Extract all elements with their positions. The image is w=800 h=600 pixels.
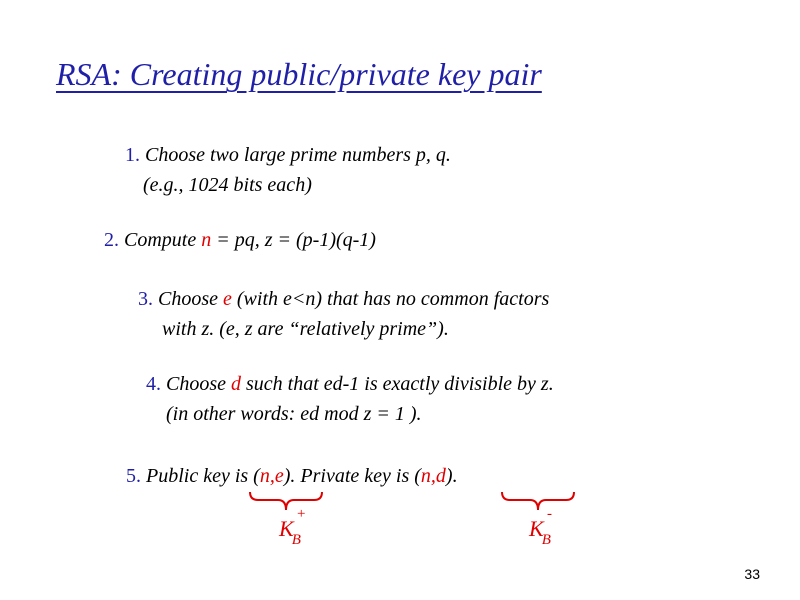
private-key-value: n,d <box>420 465 446 487</box>
step-text-post: (with e<n) that has no common factors <box>231 288 550 310</box>
step-text-pre: Choose <box>166 373 231 395</box>
step-number: 1. <box>125 144 140 166</box>
step-continuation: (in other words: ed mod z = 1 ). <box>166 403 422 425</box>
key-subscript: B <box>291 532 301 548</box>
step-continuation: with z. (e, z are “relatively prime”). <box>162 318 449 340</box>
step-number: 5. <box>126 465 141 487</box>
step-text-end: ). <box>445 465 458 487</box>
private-key-label <box>529 506 553 548</box>
step-text-post: = pq, z = (p-1)(q-1) <box>211 229 376 251</box>
private-key-text: ). Private key is ( <box>283 465 421 487</box>
step-2 <box>104 225 376 255</box>
step-text-pre: Choose <box>158 288 223 310</box>
step-text: Choose two large prime numbers p, q. <box>145 144 451 166</box>
page-number: 33 <box>744 566 760 582</box>
step-number: 4. <box>146 373 161 395</box>
step-continuation: (e.g., 1024 bits each) <box>143 174 312 196</box>
key-superscript: + <box>297 506 306 522</box>
key-subscript: B <box>541 532 551 548</box>
variable-d: d <box>231 373 241 395</box>
step-text-post: such that ed-1 is exactly divisible by z. <box>241 373 554 395</box>
public-key-value: n,e <box>259 465 284 487</box>
step-5 <box>126 461 458 491</box>
private-key-brace <box>500 490 576 516</box>
step-number: 2. <box>104 229 119 251</box>
public-key-text: Public key is ( <box>146 465 260 487</box>
step-1 <box>125 140 451 200</box>
variable-e: e <box>223 288 232 310</box>
variable-n: n <box>201 229 212 251</box>
step-4 <box>146 369 554 429</box>
key-base: K <box>529 516 544 541</box>
step-3 <box>138 284 549 344</box>
public-key-brace <box>248 490 324 516</box>
key-superscript: - <box>547 506 552 522</box>
key-base: K <box>279 516 294 541</box>
step-text-pre: Compute <box>124 229 202 251</box>
step-number: 3. <box>138 288 153 310</box>
public-key-label <box>279 506 306 548</box>
slide-title: RSA: Creating public/private key pair <box>56 56 542 92</box>
